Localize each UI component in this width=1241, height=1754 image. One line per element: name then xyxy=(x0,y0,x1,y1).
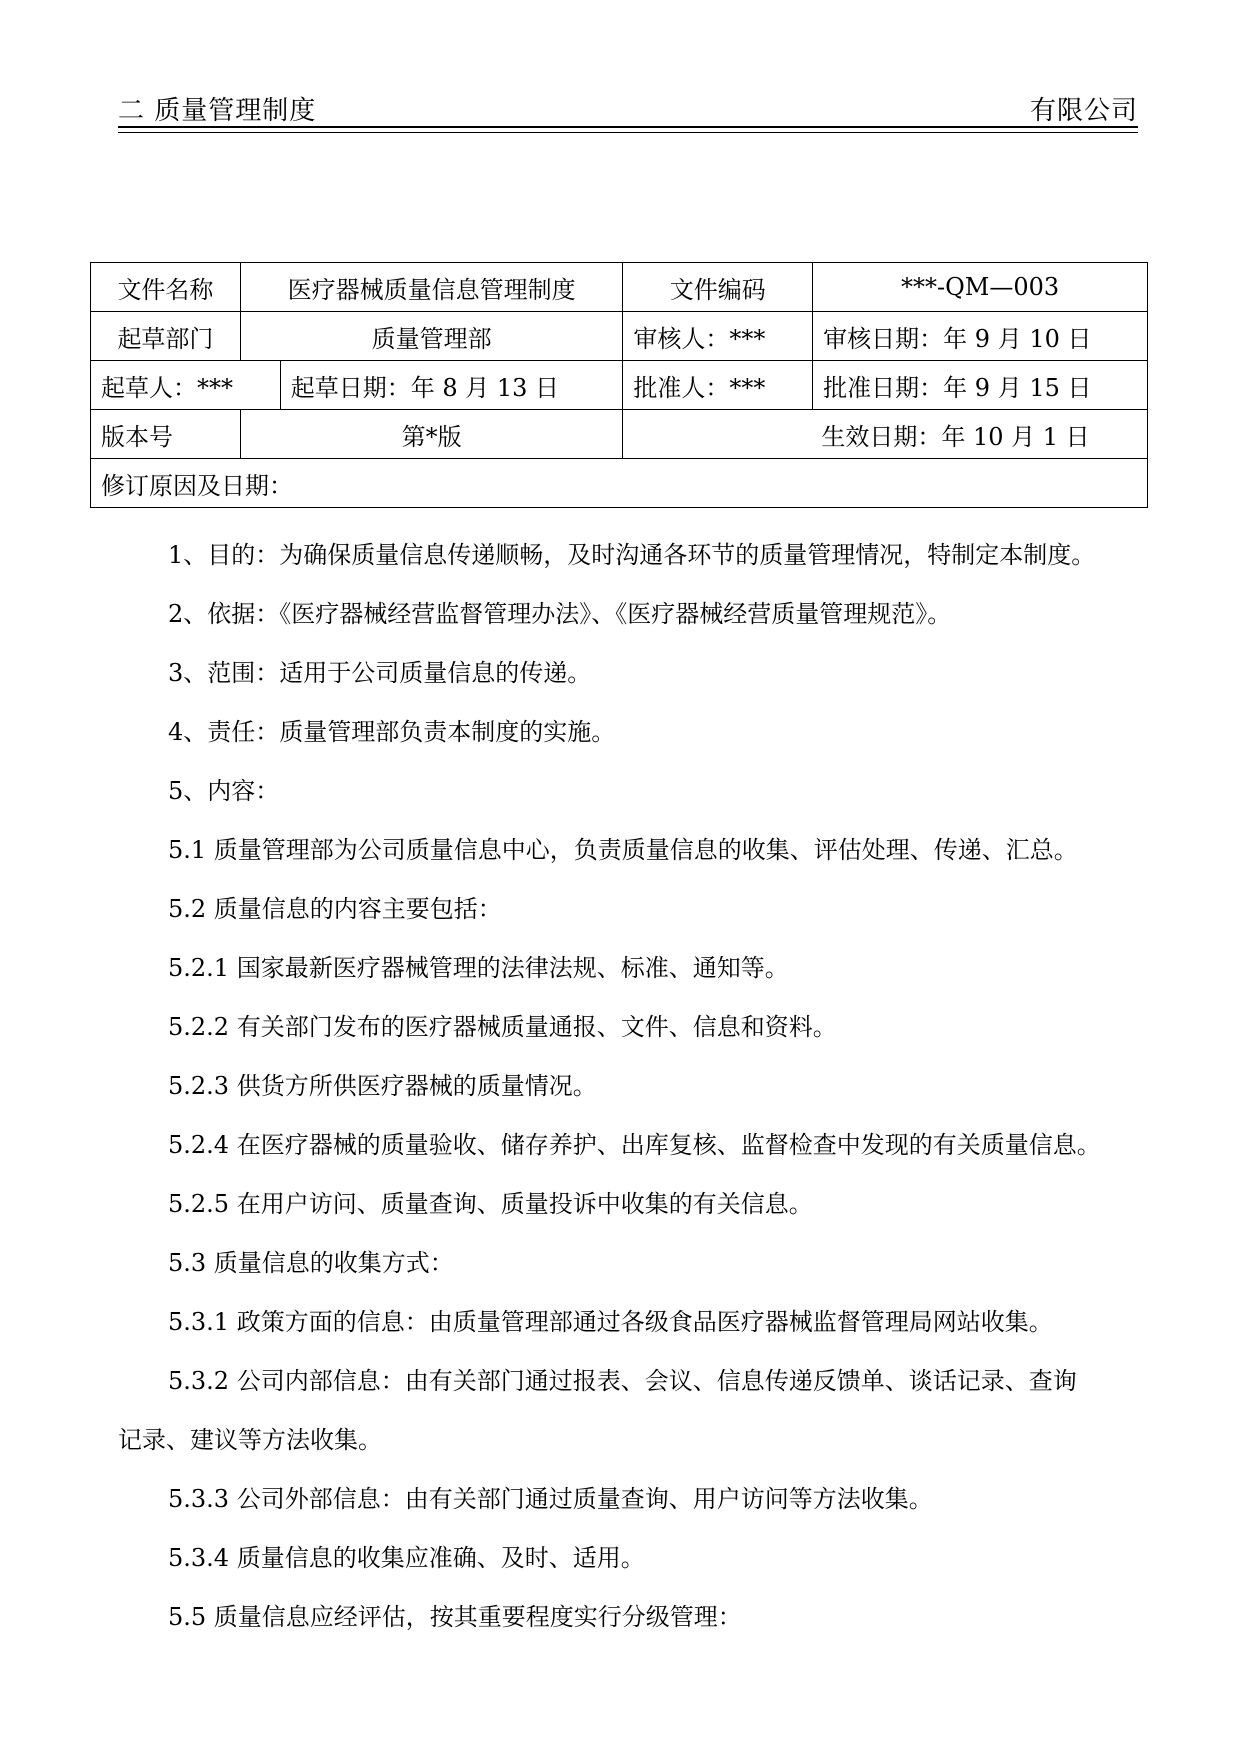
paragraph-5-3-1: 5.3.1 政策方面的信息：由质量管理部通过各级食品医疗器械监督管理局网站收集。 xyxy=(168,1308,1053,1336)
approval-date: 批准日期：年 9 月 15 日 xyxy=(813,361,1148,410)
document-info-table xyxy=(90,262,1148,508)
approver: 批准人：*** xyxy=(623,361,813,410)
header-rule-thick xyxy=(118,126,1138,128)
paragraph-5-3-4: 5.3.4 质量信息的收集应准确、及时、适用。 xyxy=(168,1544,645,1572)
table-row xyxy=(91,410,1148,459)
reviewer: 审核人：*** xyxy=(623,312,813,361)
review-date: 审核日期：年 9 月 10 日 xyxy=(813,312,1148,361)
header-rule-thin xyxy=(118,132,1138,133)
paragraph-5-3-2: 5.3.2 公司内部信息：由有关部门通过报表、会议、信息传递反馈单、谈话记录、查询 xyxy=(168,1367,1077,1395)
revision-reason: 修订原因及日期： xyxy=(91,459,1148,508)
drafter: 起草人：*** xyxy=(91,361,281,410)
paragraph-5-3: 5.3 质量信息的收集方式： xyxy=(168,1249,454,1277)
doc-name-label: 文件名称 xyxy=(91,263,241,312)
table-row xyxy=(91,263,1148,312)
version-label: 版本号 xyxy=(91,410,241,459)
paragraph-5-2-4: 5.2.4 在医疗器械的质量验收、储存养护、出库复核、监督检查中发现的有关质量信息。 xyxy=(168,1131,1101,1159)
paragraph-scope: 3、范围：适用于公司质量信息的传递。 xyxy=(168,659,592,687)
paragraph-5-2-3: 5.2.3 供货方所供医疗器械的质量情况。 xyxy=(168,1072,597,1100)
paragraph-5-5: 5.5 质量信息应经评估，按其重要程度实行分级管理： xyxy=(168,1603,742,1631)
page-header xyxy=(118,84,1138,124)
paragraph-5-2-2: 5.2.2 有关部门发布的医疗器械质量通报、文件、信息和资料。 xyxy=(168,1013,837,1041)
draft-date: 起草日期：年 8 月 13 日 xyxy=(280,361,623,410)
paragraph-responsibility: 4、责任：质量管理部负责本制度的实施。 xyxy=(168,718,616,746)
section-title: 二 质量管理制度 xyxy=(118,96,317,126)
paragraph-5-2-5: 5.2.5 在用户访问、质量查询、质量投诉中收集的有关信息。 xyxy=(168,1190,813,1218)
draft-dept-value: 质量管理部 xyxy=(240,312,622,361)
table-row xyxy=(91,312,1148,361)
paragraph-content: 5、内容： xyxy=(168,777,280,805)
version-value: 第*版 xyxy=(240,410,622,459)
paragraph-5-3-3: 5.3.3 公司外部信息：由有关部门通过质量查询、用户访问等方法收集。 xyxy=(168,1485,933,1513)
table-row xyxy=(91,361,1148,410)
paragraph-5-1: 5.1 质量管理部为公司质量信息中心，负责质量信息的收集、评估处理、传递、汇总。 xyxy=(168,836,1078,864)
doc-code-value: ***-QM—003 xyxy=(813,263,1148,312)
doc-code-label: 文件编码 xyxy=(623,263,813,312)
doc-name-value: 医疗器械质量信息管理制度 xyxy=(240,263,622,312)
paragraph-5-2-1: 5.2.1 国家最新医疗器械管理的法律法规、标准、通知等。 xyxy=(168,954,789,982)
policy-body xyxy=(118,526,1148,1647)
company-name: 有限公司 xyxy=(1029,96,1138,126)
paragraph-5-2: 5.2 质量信息的内容主要包括： xyxy=(168,895,502,923)
effective-date: 生效日期：年 10 月 1 日 xyxy=(623,410,1148,459)
paragraph-purpose: 1、目的：为确保质量信息传递顺畅，及时沟通各环节的质量管理情况，特制定本制度。 xyxy=(168,541,1096,569)
draft-dept-label: 起草部门 xyxy=(91,312,241,361)
table-row xyxy=(91,459,1148,508)
paragraph-5-3-2-cont: 记录、建议等方法收集。 xyxy=(118,1426,382,1454)
paragraph-basis: 2、依据：《医疗器械经营监督管理办法》、《医疗器械经营质量管理规范》。 xyxy=(168,600,952,628)
